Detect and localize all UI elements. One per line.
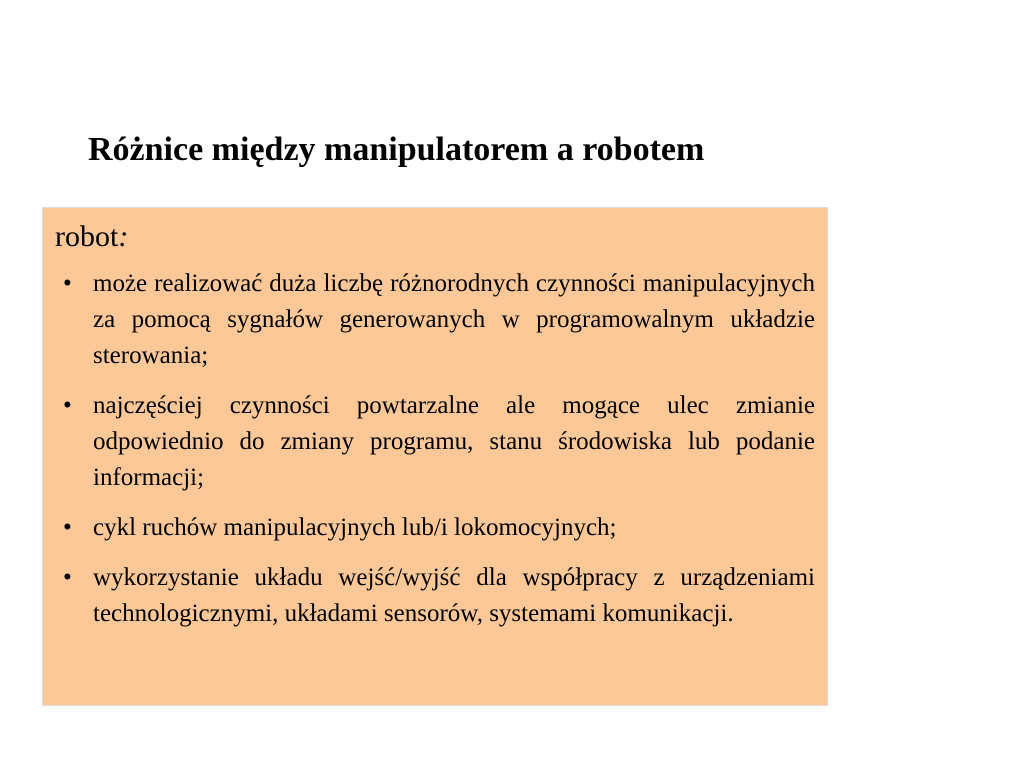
box-heading-colon: : [118,220,129,253]
list-item-text: wykorzystanie układu wejść/wyjść dla współpracy z urządzeniami technologicznymi, układami sensorów, systemami komunikacji. [93,564,815,627]
slide-title: Różnice między manipulatorem a robotem [88,131,705,168]
list-item [55,266,815,374]
list-item [55,388,815,496]
bullet-icon: • [63,392,72,419]
list-item-text: najczęściej czynności powtarzalne ale mogące ulec zmianie odpowiednio do zmiany programu, stanu środowiska lub podanie informacji; [93,392,815,491]
list-item-text: cykl ruchów manipulacyjnych lub/i lokomocyjnych; [93,514,617,541]
list-item [55,560,815,632]
robot-definition-box [42,207,828,706]
bullet-icon: • [63,514,72,541]
box-heading [55,212,815,262]
list-item [55,510,815,546]
robot-feature-list [55,266,815,632]
box-heading-text: robot [55,220,119,253]
list-item-text: może realizować duża liczbę różnorodnych czynności manipulacyjnych za pomocą sygnałów generowanych w programowalnym układzie sterowania; [93,270,815,369]
bullet-icon: • [63,564,72,591]
bullet-icon: • [63,270,72,297]
